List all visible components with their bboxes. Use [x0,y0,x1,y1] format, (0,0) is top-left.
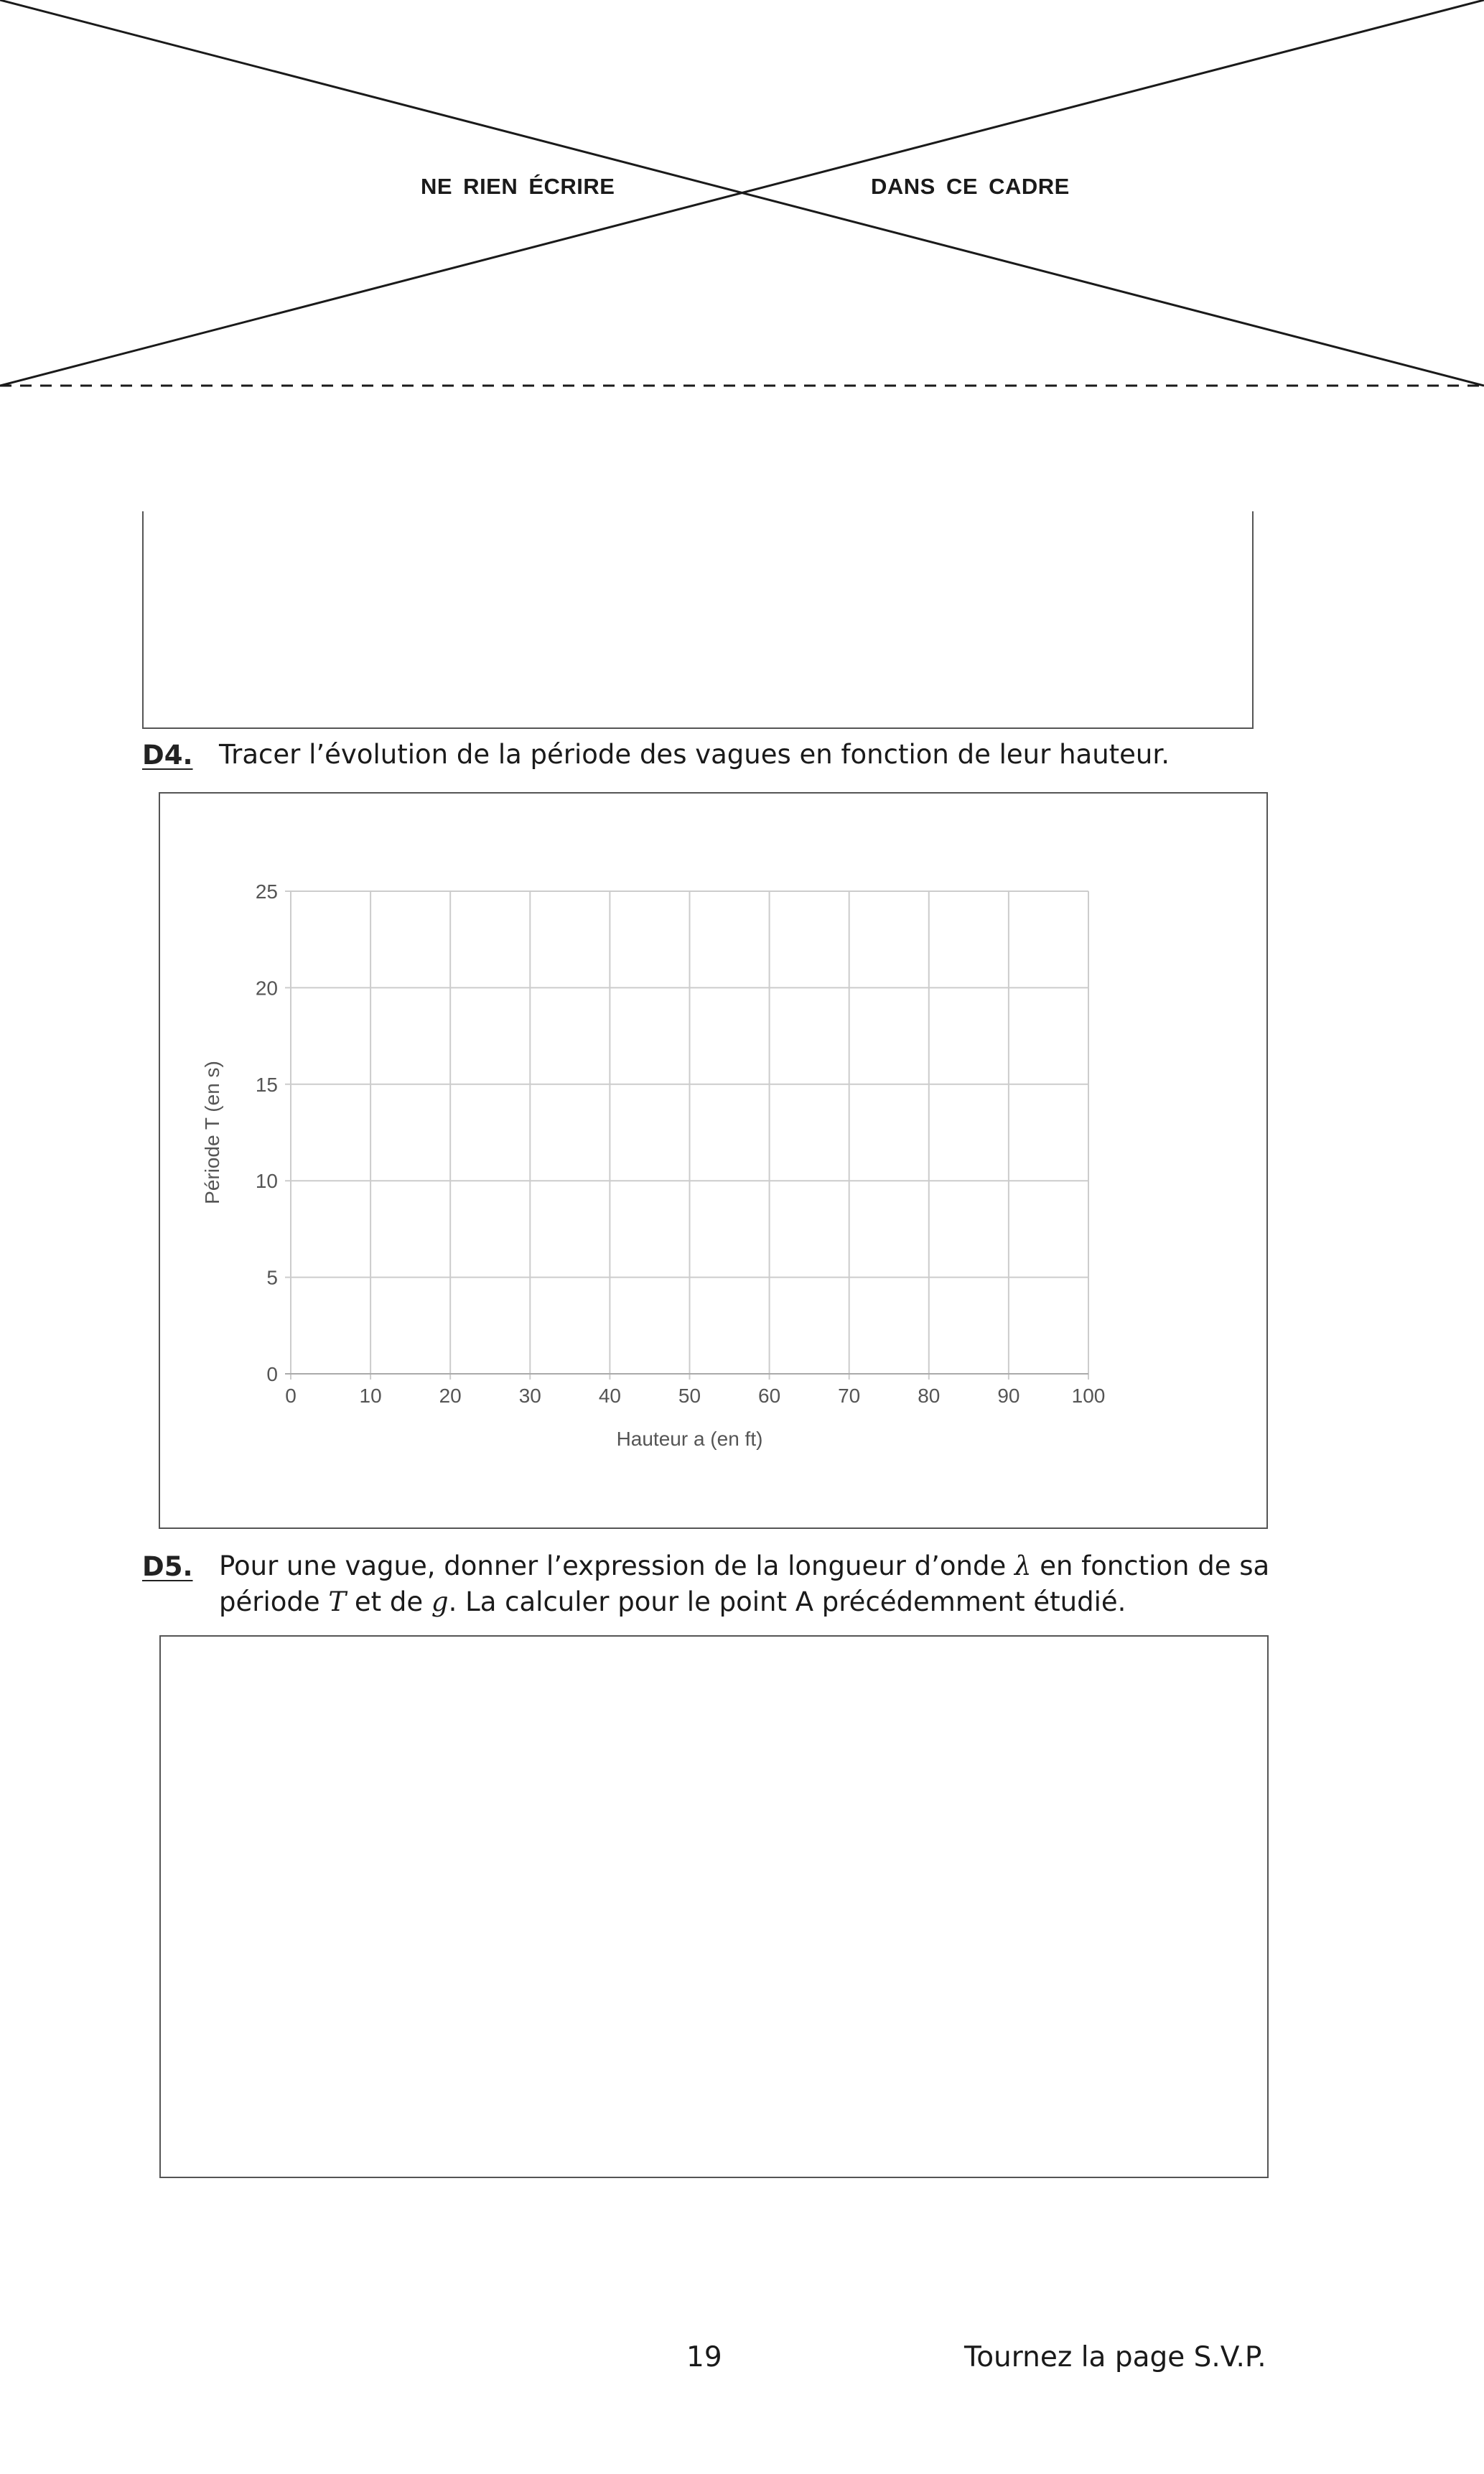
x-tick-label: 100 [1071,1385,1106,1407]
question-d5-line2: période T et de g. La calculer pour le point A précédemment étudié. [219,1586,1126,1617]
question-d5-text [219,1548,1269,1620]
x-tick-label: 40 [598,1385,621,1407]
question-d5-line1: Pour une vague, donner l’expression de la longueur d’onde λ en fonction de sa [219,1550,1270,1581]
no-write-cross [0,0,1484,388]
x-tick-label: 20 [439,1385,462,1407]
previous-answer-box[interactable] [142,511,1254,729]
question-d5-number: D5. [142,1551,193,1582]
x-axis-label: Hauteur a (en ft) [616,1428,763,1450]
y-tick-label: 15 [255,1073,278,1096]
x-tick-label: 10 [359,1385,382,1407]
lambda-symbol: λ [1014,1550,1032,1581]
page-number: 19 [686,2341,722,2373]
stamp-left-text: NE RIEN ÉCRIRE [421,174,615,199]
y-tick-label: 20 [255,977,278,1000]
x-tick-label: 90 [997,1385,1020,1407]
y-axis-label: Période T (en s) [201,1061,223,1204]
x-tick-label: 70 [838,1385,861,1407]
y-tick-label: 25 [255,880,278,903]
question-d4-number: D4. [142,740,193,771]
x-tick-label: 80 [918,1385,941,1407]
x-tick-label: 60 [758,1385,781,1407]
period-height-chart[interactable] [160,794,1266,1527]
var-t: T [328,1586,347,1617]
turn-page-note: Tournez la page S.V.P. [964,2341,1266,2373]
answer-box-d5[interactable] [159,1635,1269,2178]
stamp-right-text: DANS CE CADRE [871,174,1070,199]
x-tick-label: 30 [518,1385,541,1407]
x-tick-label: 50 [678,1385,701,1407]
var-g: g [431,1586,449,1617]
question-d4-text: Tracer l’évolution de la période des vagues en fonction de leur hauteur. [219,739,1170,770]
chart-frame[interactable] [159,792,1268,1529]
y-tick-label: 5 [266,1266,278,1289]
y-tick-label: 0 [266,1363,278,1385]
y-tick-label: 10 [255,1170,278,1193]
x-tick-label: 0 [285,1385,297,1407]
